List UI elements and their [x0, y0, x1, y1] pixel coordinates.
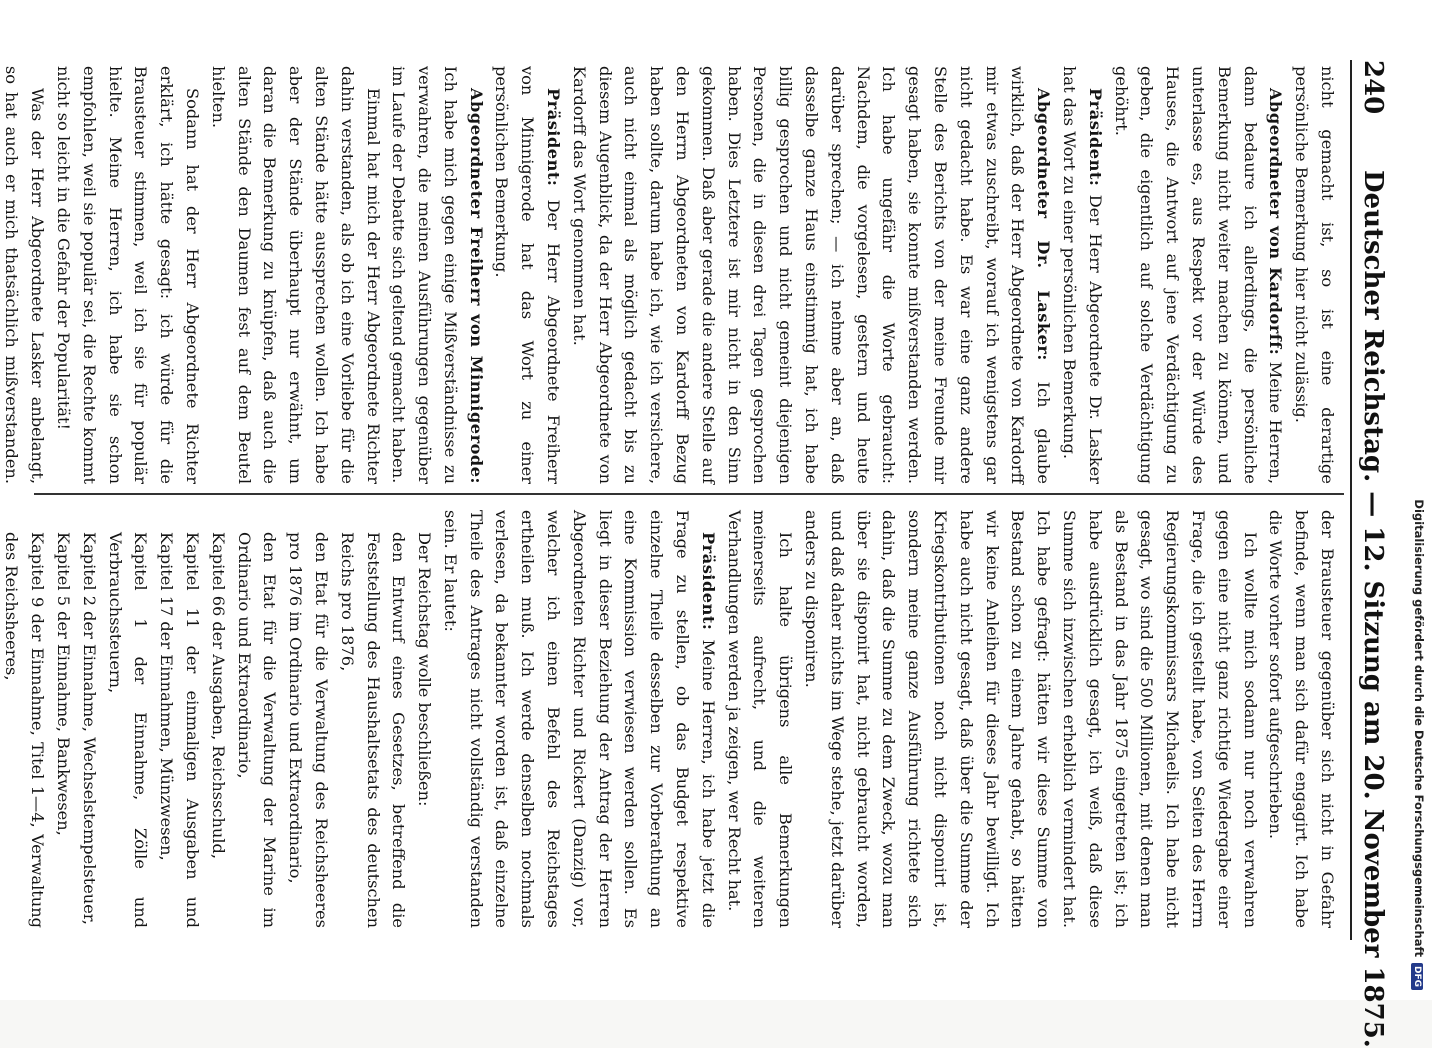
list-item	[205, 510, 231, 928]
paragraph-text: Meine Herren, dann bedaure ich allerdings, die persönliche Bemerkung nicht weiter machen zu können, und unterlasse es, aus Respekt vor der Würde des Hauses, die Antwort auf jene Verdächtigung zu geben, die eigentlich auf solche Verdächtigung gehöhrt.	[1111, 66, 1286, 484]
paragraph-text: Kapitel 1 der Einnahme, Zölle und Verbrauchssteuern,	[105, 532, 151, 928]
list-item	[50, 510, 76, 928]
paragraph-text: Kapitel 2 der Einnahme, Wechselstempelsteuer,	[79, 532, 99, 925]
digitization-credit	[1406, 40, 1428, 990]
paragraph	[0, 66, 50, 484]
credit-text: Digitalisierung gefördert durch die Deutsche Forschungsgemeinschaft	[1412, 499, 1426, 957]
paragraph-text: der Brausteuer gegenüber sich nicht in Gefahr befinde, wenn man sich dafür engagirt. Ich habe die Worte vorher sofort aufgeschrieben.	[1266, 510, 1337, 928]
paragraph-text: Kapitel 66 der Ausgaben, Reichsschuld,	[208, 532, 228, 860]
speaker-name: Abgeordneter Dr. Lasker:	[1034, 88, 1054, 361]
speaker-name: Abgeordneter Freiherr von Minnigerode:	[466, 88, 486, 484]
paragraph-text: Der Herr Abgeordnete Freiherr von Minnigerode hat das Wort zu einer persönlichen Bemerkung.	[492, 66, 564, 484]
paragraph-text: Ich halte übrigens alle Bemerkungen meinerseits aufrecht, und die weiteren Verhandlungen werden ja zeigen, wer Recht hat.	[724, 510, 796, 928]
paragraph	[50, 66, 205, 484]
dfg-logo: DFG	[1411, 963, 1423, 990]
paragraph-text: Sodann hat der Herr Abgeordnete Richter erklärt, ich hätte gesagt: ich würde für die Brausteuer stimmen, weil ich sie für populär hielte. Meine Herren, ich habe sie schon empfohlen, weil sie populär sei, die Rechte kommt nicht so leicht in die Gefahr der Popularität!	[53, 66, 202, 484]
continued-paragraph	[1288, 66, 1340, 484]
list-item	[153, 510, 205, 928]
speech-paragraph	[489, 66, 566, 484]
speech-paragraph	[1056, 66, 1108, 484]
paragraph-text: Ich glaube wirklich, daß der Herr Abgeordnete von Kardorff mir etwas zuschreibt, worauf ich wenigstens gar nicht gedacht habe. Es war eine ganz andere Stelle des Berichts von der meine Freunde mir gesagt haben, sie konnte mißverstanden werden. Ich habe ungefähr die Worte gebraucht: Nachdem, die vorgelesen, gestern und heute darüber sprechen; — ich nehme aber an, daß dasselbe ganze Haus einstimmig hat, ich habe billig gesprochen und nicht gemeint diejenigen Personen, die in diesen drei Tagen gesprochen haben. Dies Letztere ist mir nicht in den Sinn gekommen. Daß aber gerade die andere Stelle auf den Herrn Abgeordneten von Kardorff Bezug haben sollte, darum habe ich, wie ich versichere, auch nicht einmal als möglich gedacht bis zu diesem Augenblick, da der Herr Abgeordnete von Kardorff das Wort genommen hat.	[569, 66, 1054, 484]
speaker-name: Präsident:	[698, 532, 718, 631]
paragraph-text: Einmal hat mich der Herr Abgeordnete Richter dahin verstanden, als ob ich eine Vorliebe für die alten Stände hätte aussprechen wollen. Ich habe aber der Stände überhaupt nur erwähnt, um daran die Bemerkung zu knüpfen, daß auch die alten Stände den Daumen fest auf dem Beutel hielten.	[208, 66, 383, 484]
paragraph	[411, 510, 437, 928]
speech-paragraph	[386, 66, 489, 484]
paragraph-text: Der Herr Abgeordnete Dr. Lasker hat das Wort zu einer persönlichen Bemerkung.	[1060, 66, 1105, 484]
list-item	[231, 510, 283, 928]
header-rule	[1350, 60, 1352, 940]
paragraph-text: Ich wollte mich sodann nur noch verwahren gegen eine nicht ganz richtige Wiedergabe einer Frage, die ich gestellt habe, von Seiten des Herrn Regierungskommissars Michaelis. Ich habe nicht gesagt, wo sind die 500 Millionen, mit denen man als Bestand in das Jahr 1875 eingetreten ist; ich habe ausdrücklich gesagt, ich weiß, daß diese Summe sich inzwischen erheblich vermindert hat. Ich habe gefragt: hätten wir diese Summe von Bestand schon zu einem Jahre gehabt, so hätten wir keine Anleihen für dieses Jahr bewilligt. Ich habe auch nicht gesagt, daß über die Summe der Kriegskontributionen noch nicht disponirt ist, sondern meine ganze Ausführung richtete sich dahin, daß die Summe zu dem Zweck, wozu man über sie disponirt hat, nicht gebraucht worden, und daß daher nichts im Wege stehe, jetzt darüber anders zu disponiren.	[802, 510, 1260, 928]
paragraph	[721, 510, 798, 928]
speech-paragraph	[1108, 66, 1289, 484]
paragraph-text: Kapitel 9 der Einnahme, Titel 1—4, Verwaltung des Reichsheeres,	[2, 532, 48, 928]
paragraph-text: Der Reichstag wolle beschließen:	[415, 532, 435, 807]
list-item	[282, 510, 334, 928]
page-title: Deutscher Reichstag. — 12. Sitzung am 20. November 1875.	[1358, 170, 1388, 1048]
page-number: 240	[1358, 60, 1388, 115]
paragraph-text: Ich habe mich gegen einige Mißverständnisse zu verwahren, die meinen Ausführungen gegenüber im Laufe der Debatte sich geltend gemacht haben.	[389, 66, 460, 484]
continued-paragraph	[1263, 510, 1340, 928]
speaker-name: Präsident:	[544, 88, 564, 187]
page-header	[1358, 60, 1392, 1048]
speech-paragraph	[566, 66, 1056, 484]
paragraph	[205, 66, 386, 484]
column-divider	[34, 493, 1344, 495]
paragraph-text: Meine Herren, ich habe jetzt die Frage zu stellen, ob das Budget respektive einzelne Theile desselben zur Vorberathung an eine Kommission verwiesen werden sollen. Es liegt in dieser Beziehung der Antrag der Herren Abgeordneten Richter und Rickert (Danzig) vor, welcher ich einen Befehl des Reichstages ertheilen muß. Ich werde denselben nochmals verlesen, da bekannter worden ist, daß einzelne Theile des Antrages nicht vollständig verstanden sein. Er lautet:	[440, 510, 718, 928]
paragraph-text: Kapitel 5 der Einnahme, Bankwesen,	[53, 532, 73, 836]
paragraph-text: Was der Herr Abgeordnete Lasker anbelangt, so hat auch er mich thatsächlich mißverstanden.	[2, 66, 48, 484]
list-item	[102, 510, 154, 928]
list-item	[334, 510, 411, 928]
list-item	[76, 510, 102, 928]
paragraph-text: den Etat für die Verwaltung der Marine im Ordinario und Extraordinario,	[234, 532, 280, 928]
paragraph-text: nicht gemacht ist, so ist eine derartige persönliche Bemerkung hier nicht zulässig.	[1292, 66, 1337, 484]
paragraph-text: den Entwurf eines Gesetzes, betreffend die Feststellung des Haushaltsetats des deutschen Reichs pro 1876,	[337, 532, 409, 928]
list-item	[0, 510, 50, 928]
paragraph-text: Kapitel 11 der einmaligen Ausgaben und Kapitel 17 der Einnahmen, Münzwesen,	[157, 532, 202, 928]
speaker-name: Abgeordneter von Kardorff:	[1266, 88, 1286, 356]
paragraph-text: den Etat für die Verwaltung des Reichsheeres pro 1876 im Ordinario und Extraordinario,	[286, 532, 331, 928]
right-column	[2, 510, 1340, 928]
paragraph	[798, 510, 1262, 928]
speech-paragraph	[437, 510, 721, 928]
left-column	[2, 66, 1340, 484]
speaker-name: Präsident:	[1085, 88, 1105, 187]
